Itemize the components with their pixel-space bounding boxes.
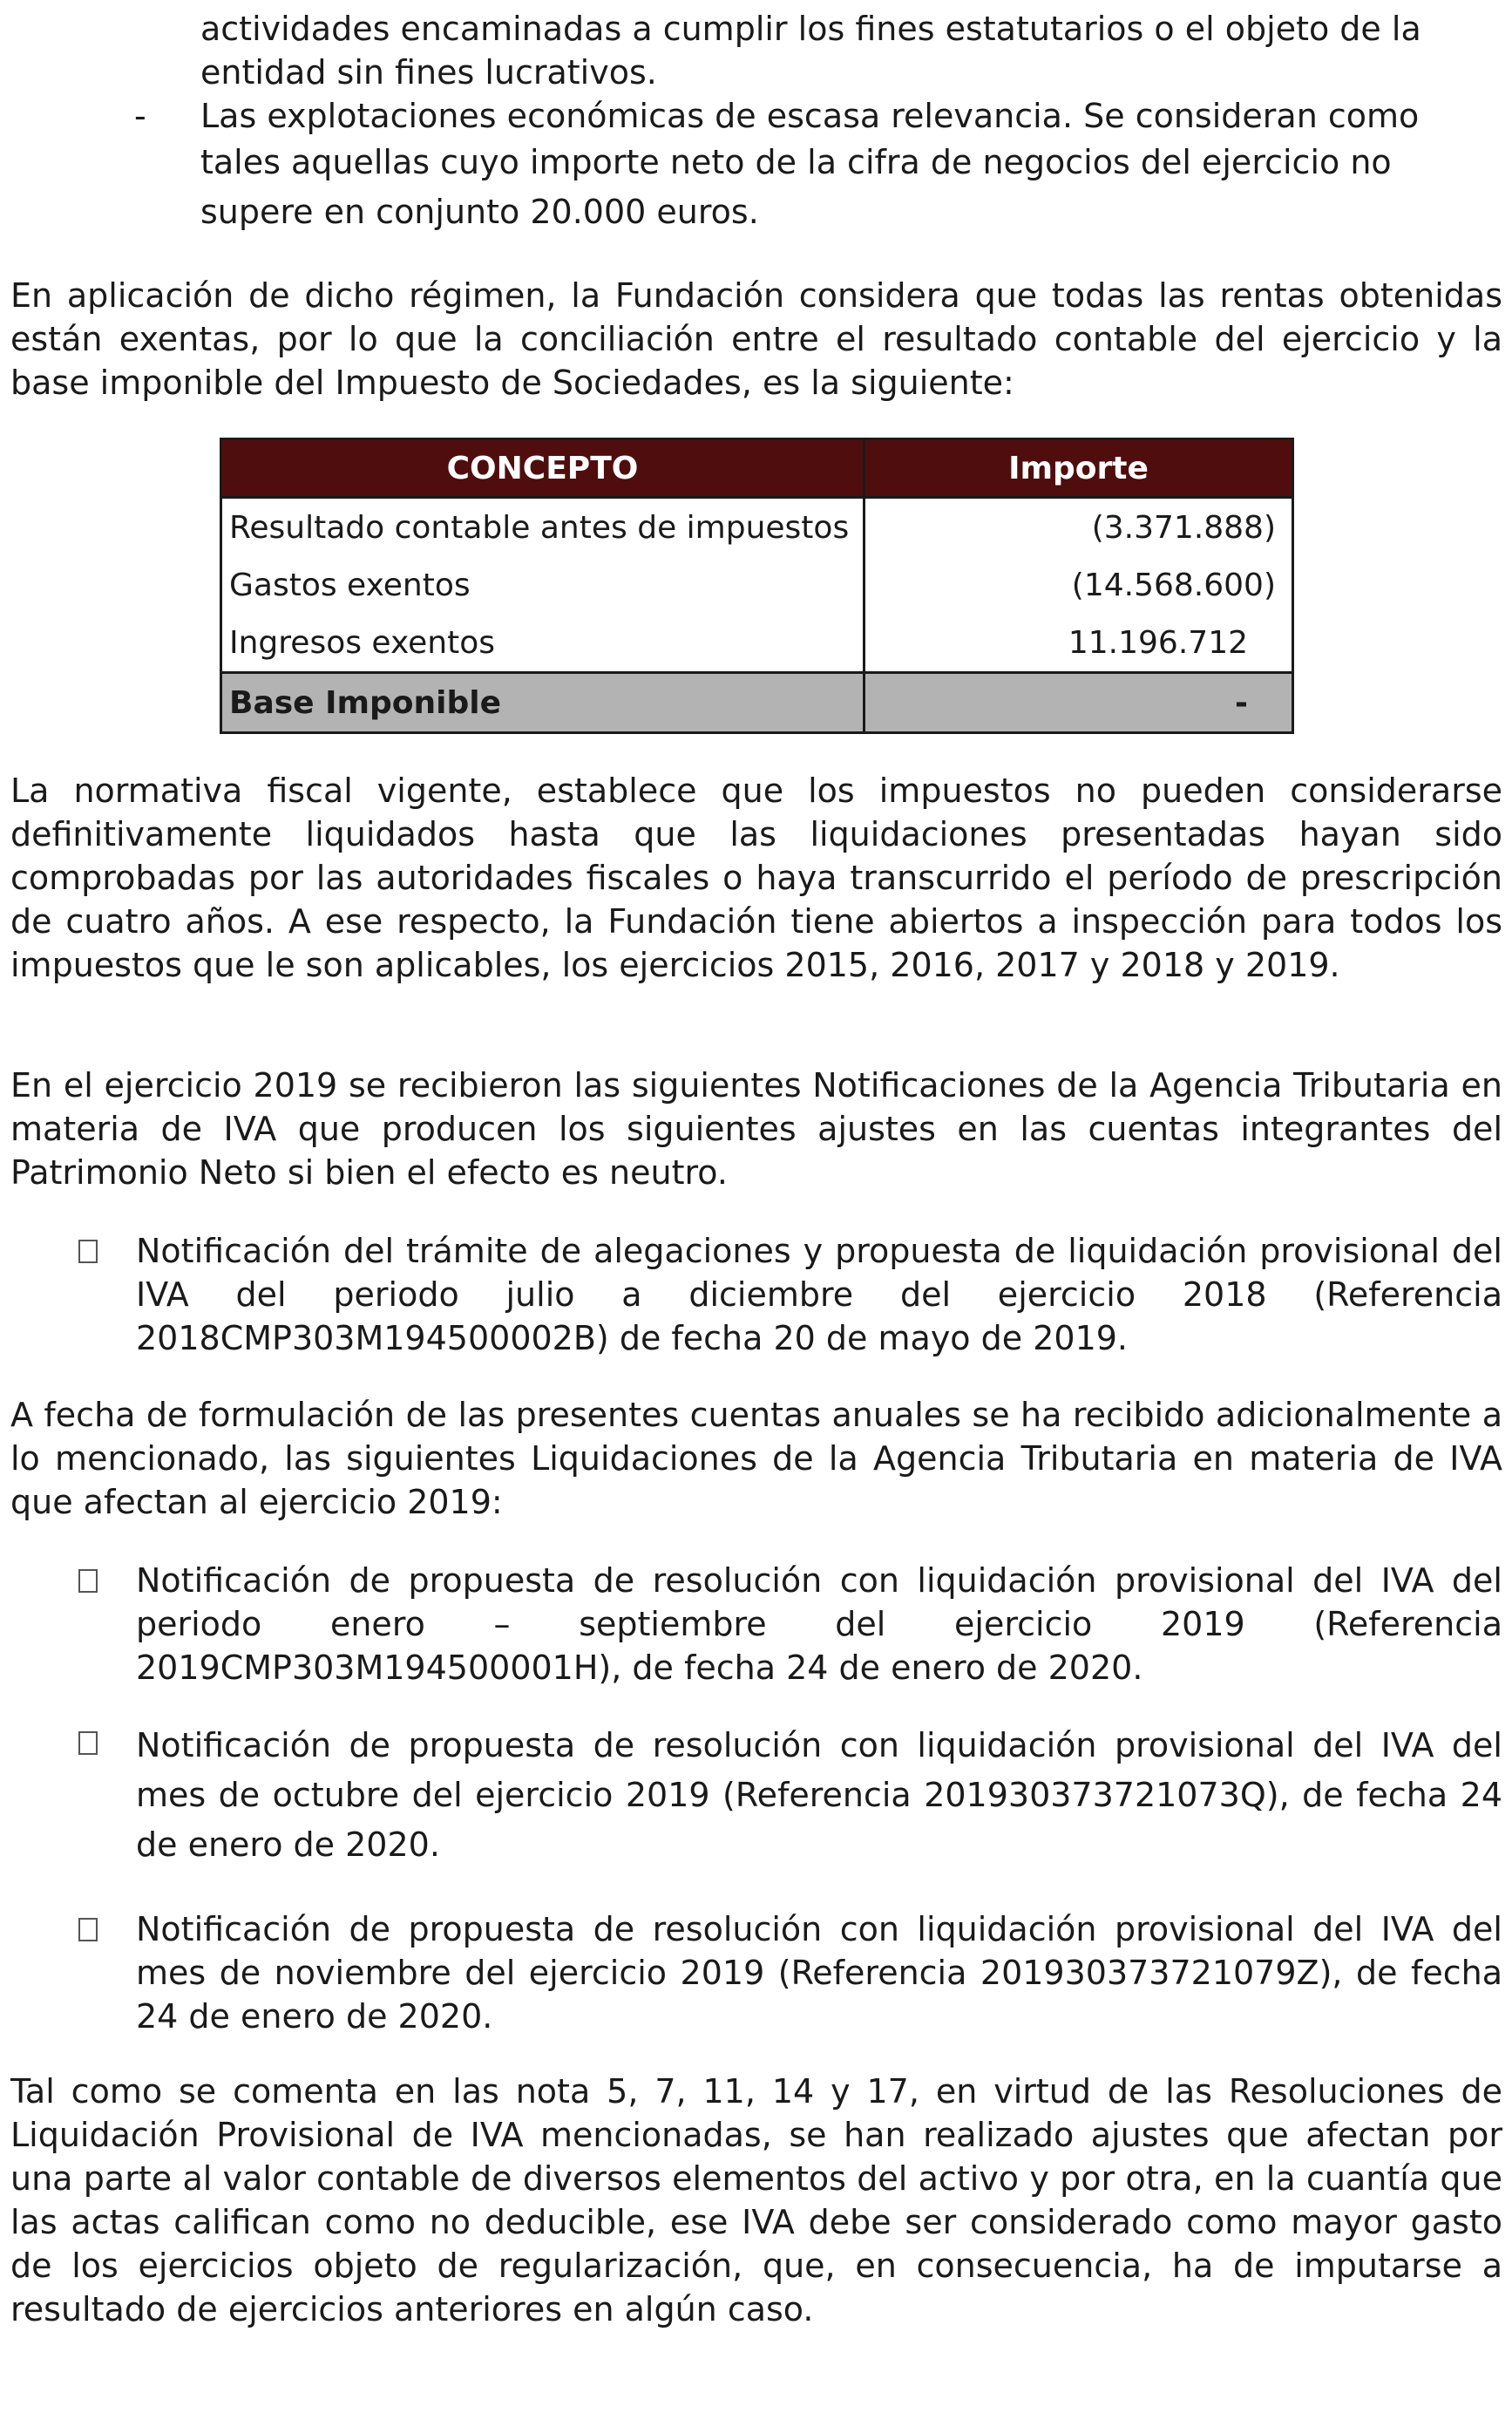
table-row [221, 614, 1293, 673]
row-importe: (14.568.600) [864, 556, 1293, 614]
bullet-box-icon [10, 1907, 136, 2038]
list-item-text: Notificación de propuesta de resolución con liquidación provisional del IVA del mes de octubre del ejercicio 2019 (Referencia 201930373721073Q), de fecha 24 de enero de 2020. [136, 1726, 1502, 1864]
list-item [10, 1907, 1502, 2038]
paragraph-formulacion: A fecha de formulación de las presentes cuentas anuales se ha recibido adicionalmente a lo mencionado, las siguientes Liquidaciones de la Agencia Tributaria en materia de IVA que afectan al ejercicio 2019: [10, 1396, 1502, 1521]
bullet-box-icon [10, 1229, 136, 1360]
total-value: - [864, 673, 1293, 733]
row-importe: 11.196.712 [864, 614, 1293, 673]
intro-line-1: actividades encaminadas a cumplir los fines estatutarios o el objeto de la [200, 10, 1421, 48]
intro-block [10, 7, 1502, 237]
list-item-text: Notificación de propuesta de resolución con liquidación provisional del IVA del periodo enero – septiembre del ejercicio 2019 (Referencia 2019CMP303M194500001H), de fecha 24 de enero de 2020. [136, 1561, 1502, 1687]
dash-item [10, 94, 1502, 237]
table-total-row [221, 673, 1293, 733]
dash-line-2: tales aquellas cuyo importe neto de la cifra de negocios del ejercicio no [200, 143, 1392, 181]
tax-reconciliation-table [220, 438, 1294, 734]
dash-marker: - [134, 97, 146, 135]
list-item [10, 1229, 1502, 1360]
list-item [10, 1721, 1502, 1870]
row-importe: (3.371.888) [864, 498, 1293, 557]
paragraph-normativa: La normativa fiscal vigente, establece que los impuestos no pueden considerarse definitivamente liquidados hasta que las liquidaciones presentadas hayan sido comprobadas por las autoridades fiscales o haya transcurrido el período de prescripción de cuatro años. A ese respecto, la Fundación tiene abiertos a inspección para todos los impuestos que le son aplicables, los ejercicios 2015, 2016, 2017 y 2018 y 2019. [10, 772, 1502, 984]
paragraph-ejercicio: En el ejercicio 2019 se recibieron las siguientes Notificaciones de la Agencia Tributaria en materia de IVA que producen los siguientes ajustes en las cuentas integrantes del Patrimonio Neto si bien el efecto es neutro. [10, 1066, 1502, 1192]
bullet-box-icon [10, 1721, 136, 1870]
paragraph-regimen: En aplicación de dicho régimen, la Fundación considera que todas las rentas obtenidas están exentas, por lo que la conciliación entre el resultado contable del ejercicio y la base imponible del Impuesto de Sociedades, es la siguiente: [10, 276, 1502, 402]
header-importe: Importe [864, 439, 1293, 498]
table-row [221, 556, 1293, 614]
paragraph-final: Tal como se comenta en las nota 5, 7, 11, 14 y 17, en virtud de las Resoluciones de Liquidación Provisional de IVA mencionadas, se han realizado ajustes que afectan por una parte al valor contable de diversos elementos del activo y por otra, en la cuantía que las actas califican como no deducible, ese IVA debe ser considerado como mayor gasto de los ejercicios objeto de regularización, que, en consecuencia, ha de imputarse a resultado de ejercicios anteriores en algún caso. [10, 2072, 1502, 2328]
list-item [10, 1559, 1502, 1689]
list-item-text: Notificación del trámite de alegaciones y propuesta de liquidación provisional del IVA del periodo julio a diciembre del ejercicio 2018 (Referencia 2018CMP303M194500002B) de fecha 20 de mayo de 2019. [136, 1232, 1502, 1357]
row-concepto: Ingresos exentos [221, 614, 864, 673]
header-concepto: CONCEPTO [221, 439, 864, 498]
intro-line-2: entidad sin fines lucrativos. [200, 53, 657, 92]
row-concepto: Resultado contable antes de impuestos [221, 498, 864, 557]
table-header-row [221, 439, 1293, 498]
dash-line-3: supere en conjunto 20.000 euros. [200, 193, 759, 231]
row-concepto: Gastos exentos [221, 556, 864, 614]
total-label: Base Imponible [221, 673, 864, 733]
dash-line-1: Las explotaciones económicas de escasa relevancia. Se consideran como [200, 97, 1420, 135]
table-row [221, 498, 1293, 557]
list-item-text: Notificación de propuesta de resolución con liquidación provisional del IVA del mes de noviembre del ejercicio 2019 (Referencia 201930373721079Z), de fecha 24 de enero de 2020. [136, 1910, 1502, 2036]
bullet-box-icon [10, 1559, 136, 1689]
